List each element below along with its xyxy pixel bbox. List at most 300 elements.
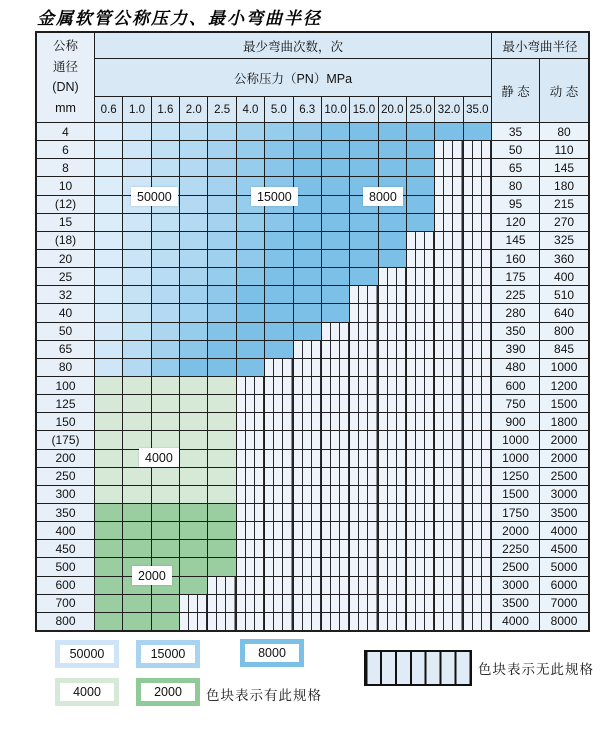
legend-swatch-value: 8000: [245, 644, 299, 662]
spec-cell: [237, 341, 264, 358]
static-value: 1750: [492, 504, 539, 521]
spec-cell: [350, 141, 377, 158]
spec-cell: [123, 395, 150, 412]
no-spec-cell: [265, 504, 292, 521]
no-spec-cell: [265, 359, 292, 376]
spec-cell: [152, 522, 179, 539]
no-spec-cell: [265, 395, 292, 412]
no-spec-cell: [350, 359, 377, 376]
dynamic-value: 360: [540, 250, 588, 267]
pressure-header: 公称压力（PN）MPa: [95, 59, 491, 96]
no-spec-cell: [265, 522, 292, 539]
no-spec-cell: [237, 413, 264, 430]
static-value: 390: [492, 341, 539, 358]
no-spec-cell: [407, 486, 434, 503]
no-spec-cell: [237, 540, 264, 557]
spec-cell: [152, 304, 179, 321]
no-spec-cell: [435, 431, 462, 448]
spec-cell: [123, 159, 150, 176]
spec-cell: [95, 123, 122, 140]
no-spec-cell: [464, 522, 491, 539]
spec-cell: [152, 504, 179, 521]
no-spec-cell: [294, 413, 321, 430]
spec-table: [35, 31, 590, 632]
no-spec-cell: [464, 595, 491, 612]
no-spec-cell: [435, 250, 462, 267]
spec-cell: [208, 159, 235, 176]
dn-cell: 450: [37, 540, 94, 557]
spec-cell: [95, 395, 122, 412]
dn-cell: 10: [37, 177, 94, 194]
spec-cell: [180, 214, 207, 231]
dn-corner-line: mm: [55, 101, 76, 116]
no-spec-cell: [294, 558, 321, 575]
no-spec-cell: [265, 413, 292, 430]
spec-cell: [95, 468, 122, 485]
spec-cell: [265, 286, 292, 303]
no-spec-cell: [294, 540, 321, 557]
pn-column-header: 2.5: [208, 97, 235, 122]
spec-cell: [180, 486, 207, 503]
dn-cell: 150: [37, 413, 94, 430]
legend-has-spec-text: 色块表示有此规格: [206, 688, 322, 703]
spec-cell: [208, 323, 235, 340]
spec-cell: [152, 214, 179, 231]
spec-cell: [237, 250, 264, 267]
spec-cell: [95, 450, 122, 467]
spec-cell: [123, 595, 150, 612]
spec-cell: [350, 232, 377, 249]
spec-cell: [95, 613, 122, 630]
dynamic-value: 80: [540, 123, 588, 140]
dynamic-value: 1000: [540, 359, 588, 376]
spec-cell: [435, 123, 462, 140]
spec-cell: [180, 268, 207, 285]
spec-cell: [322, 214, 349, 231]
spec-cell: [322, 159, 349, 176]
spec-cell: [180, 558, 207, 575]
spec-cell: [237, 141, 264, 158]
spec-cell: [123, 286, 150, 303]
no-spec-cell: [407, 413, 434, 430]
dn-cell: 200: [37, 450, 94, 467]
no-spec-cell: [435, 450, 462, 467]
spec-cell: [265, 141, 292, 158]
no-spec-cell: [407, 232, 434, 249]
spec-cell: [95, 431, 122, 448]
pn-column-header: 4.0: [237, 97, 264, 122]
no-spec-cell: [464, 341, 491, 358]
no-spec-cell: [379, 377, 406, 394]
no-spec-cell: [180, 613, 207, 630]
spec-cell: [95, 595, 122, 612]
cycle-zone-label: 15000: [251, 187, 298, 206]
spec-cell: [95, 141, 122, 158]
spec-cell: [95, 413, 122, 430]
spec-cell: [95, 304, 122, 321]
no-spec-cell: [265, 468, 292, 485]
spec-cell: [237, 268, 264, 285]
no-spec-cell: [350, 323, 377, 340]
dn-cell: 25: [37, 268, 94, 285]
no-spec-cell: [464, 613, 491, 630]
dynamic-value: 800: [540, 323, 588, 340]
no-spec-cell: [322, 413, 349, 430]
no-spec-cell: [379, 323, 406, 340]
spec-cell: [152, 413, 179, 430]
spec-cell: [123, 359, 150, 376]
spec-cell: [407, 159, 434, 176]
spec-cell: [123, 232, 150, 249]
spec-cell: [180, 540, 207, 557]
static-value: 1250: [492, 468, 539, 485]
legend-swatch-value: 2000: [141, 683, 195, 701]
static-value: 350: [492, 323, 539, 340]
spec-cell: [95, 377, 122, 394]
no-spec-cell: [294, 450, 321, 467]
dynamic-value: 3500: [540, 504, 588, 521]
no-spec-cell: [464, 214, 491, 231]
no-spec-cell: [407, 450, 434, 467]
no-spec-cell: [294, 377, 321, 394]
spec-cell: [322, 268, 349, 285]
dn-cell: 65: [37, 341, 94, 358]
spec-cell: [294, 268, 321, 285]
no-spec-cell: [379, 486, 406, 503]
no-spec-cell: [350, 504, 377, 521]
spec-cell: [180, 232, 207, 249]
no-spec-cell: [322, 522, 349, 539]
spec-cell: [265, 268, 292, 285]
spec-cell: [152, 377, 179, 394]
no-spec-cell: [435, 232, 462, 249]
dn-corner-line: 公称: [52, 38, 78, 53]
static-value: 900: [492, 413, 539, 430]
spec-cell: [123, 250, 150, 267]
dynamic-value: 8000: [540, 613, 588, 630]
spec-cell: [152, 613, 179, 630]
no-spec-cell: [208, 595, 235, 612]
spec-cell: [294, 159, 321, 176]
no-spec-cell: [350, 286, 377, 303]
no-spec-cell: [350, 540, 377, 557]
spec-cell: [123, 468, 150, 485]
spec-cell: [95, 323, 122, 340]
spec-cell: [123, 431, 150, 448]
spec-cell: [152, 486, 179, 503]
spec-cell: [350, 268, 377, 285]
no-spec-cell: [322, 595, 349, 612]
spec-cell: [265, 304, 292, 321]
dn-corner-line: 通径: [52, 59, 78, 74]
no-spec-cell: [435, 504, 462, 521]
no-spec-cell: [464, 304, 491, 321]
no-spec-cell: [464, 413, 491, 430]
legend-swatch-value: 4000: [60, 683, 114, 701]
spec-cell: [322, 196, 349, 213]
no-spec-cell: [407, 323, 434, 340]
spec-cell: [95, 341, 122, 358]
bend-cycles-header: 最少弯曲次数，次: [95, 33, 491, 58]
dn-cell: 20: [37, 250, 94, 267]
dn-cell: 40: [37, 304, 94, 321]
spec-cell: [180, 286, 207, 303]
dn-cell: 50: [37, 323, 94, 340]
spec-cell: [350, 123, 377, 140]
no-spec-cell: [407, 504, 434, 521]
no-spec-cell: [379, 341, 406, 358]
static-value: 600: [492, 377, 539, 394]
spec-cell: [123, 522, 150, 539]
no-spec-cell: [379, 558, 406, 575]
spec-cell: [180, 341, 207, 358]
no-spec-cell: [435, 613, 462, 630]
static-value: 1500: [492, 486, 539, 503]
dynamic-value: 510: [540, 286, 588, 303]
spec-cell: [322, 304, 349, 321]
dn-cell: 100: [37, 377, 94, 394]
no-spec-cell: [407, 558, 434, 575]
dn-cell: (12): [37, 196, 94, 213]
no-spec-cell: [464, 577, 491, 594]
spec-cell: [95, 159, 122, 176]
no-spec-cell: [407, 468, 434, 485]
no-spec-cell: [294, 468, 321, 485]
no-spec-cell: [265, 595, 292, 612]
no-spec-cell: [407, 250, 434, 267]
spec-cell: [322, 177, 349, 194]
no-spec-cell: [294, 595, 321, 612]
spec-cell: [180, 250, 207, 267]
spec-cell: [95, 177, 122, 194]
spec-cell: [152, 323, 179, 340]
no-spec-cell: [407, 377, 434, 394]
no-spec-cell: [464, 323, 491, 340]
dn-cell: 250: [37, 468, 94, 485]
no-spec-cell: [294, 431, 321, 448]
spec-cell: [208, 558, 235, 575]
spec-cell: [95, 250, 122, 267]
dn-cell: 6: [37, 141, 94, 158]
dynamic-value: 2500: [540, 468, 588, 485]
dynamic-value: 325: [540, 232, 588, 249]
spec-cell: [208, 177, 235, 194]
spec-cell: [322, 286, 349, 303]
spec-cell: [208, 286, 235, 303]
dn-cell: 300: [37, 486, 94, 503]
spec-cell: [95, 286, 122, 303]
no-spec-cell: [350, 377, 377, 394]
static-value: 65: [492, 159, 539, 176]
spec-cell: [95, 522, 122, 539]
no-spec-cell: [464, 196, 491, 213]
spec-cell: [208, 468, 235, 485]
no-spec-cell: [208, 613, 235, 630]
no-spec-cell: [379, 450, 406, 467]
no-spec-cell: [350, 613, 377, 630]
no-spec-cell: [350, 558, 377, 575]
no-spec-cell: [237, 395, 264, 412]
spec-cell: [180, 359, 207, 376]
dynamic-value: 4500: [540, 540, 588, 557]
no-spec-cell: [237, 468, 264, 485]
no-spec-cell: [379, 522, 406, 539]
no-spec-cell: [407, 431, 434, 448]
no-spec-cell: [435, 196, 462, 213]
spec-cell: [237, 214, 264, 231]
no-spec-cell: [435, 522, 462, 539]
spec-cell: [237, 123, 264, 140]
spec-cell: [294, 141, 321, 158]
no-spec-cell: [464, 450, 491, 467]
pn-column-header: 1.6: [152, 97, 179, 122]
no-spec-cell: [350, 413, 377, 430]
static-value: 160: [492, 250, 539, 267]
spec-cell: [208, 268, 235, 285]
no-spec-cell: [265, 450, 292, 467]
dn-cell: 800: [37, 613, 94, 630]
dynamic-value: 270: [540, 214, 588, 231]
spec-cell: [180, 504, 207, 521]
static-value: 750: [492, 395, 539, 412]
spec-cell: [180, 196, 207, 213]
dynamic-value: 2000: [540, 450, 588, 467]
no-spec-cell: [435, 577, 462, 594]
spec-cell: [294, 232, 321, 249]
dn-cell: (175): [37, 431, 94, 448]
spec-cell: [294, 214, 321, 231]
spec-cell: [407, 141, 434, 158]
spec-cell: [180, 123, 207, 140]
spec-cell: [265, 341, 292, 358]
no-spec-cell: [435, 595, 462, 612]
no-spec-cell: [407, 577, 434, 594]
legend-swatch-15000: [136, 640, 200, 668]
static-value: 145: [492, 232, 539, 249]
no-spec-cell: [265, 486, 292, 503]
dn-cell: 600: [37, 577, 94, 594]
pn-column-header: 35.0: [464, 97, 491, 122]
static-value: 2250: [492, 540, 539, 557]
dn-cell: 4: [37, 123, 94, 140]
pn-column-header: 5.0: [265, 97, 292, 122]
dn-corner-header: [37, 33, 94, 122]
dynamic-value: 2000: [540, 431, 588, 448]
spec-cell: [95, 486, 122, 503]
spec-cell: [152, 159, 179, 176]
dynamic-value: 180: [540, 177, 588, 194]
spec-cell: [95, 504, 122, 521]
spec-cell: [180, 377, 207, 394]
no-spec-cell: [294, 522, 321, 539]
spec-cell: [208, 141, 235, 158]
dn-cell: 400: [37, 522, 94, 539]
spec-cell: [180, 431, 207, 448]
no-spec-cell: [435, 359, 462, 376]
spec-cell: [265, 214, 292, 231]
no-spec-cell: [379, 468, 406, 485]
spec-cell: [123, 123, 150, 140]
no-spec-cell: [379, 304, 406, 321]
cycle-zone-label: 50000: [131, 187, 178, 206]
no-spec-cell: [322, 540, 349, 557]
no-spec-cell: [379, 359, 406, 376]
legend-no-spec-swatch: [364, 650, 472, 686]
no-spec-cell: [237, 377, 264, 394]
no-spec-cell: [322, 558, 349, 575]
no-spec-cell: [407, 522, 434, 539]
spec-cell: [208, 250, 235, 267]
pn-column-header: 32.0: [435, 97, 462, 122]
static-value: 225: [492, 286, 539, 303]
spec-cell: [152, 341, 179, 358]
dynamic-value: 845: [540, 341, 588, 358]
dn-cell: 80: [37, 359, 94, 376]
spec-cell: [123, 540, 150, 557]
no-spec-cell: [322, 577, 349, 594]
no-spec-cell: [294, 577, 321, 594]
no-spec-cell: [379, 395, 406, 412]
pn-column-header: 6.3: [294, 97, 321, 122]
no-spec-cell: [379, 431, 406, 448]
spec-cell: [265, 159, 292, 176]
spec-cell: [152, 268, 179, 285]
pn-column-header: 1.0: [123, 97, 150, 122]
no-spec-cell: [435, 177, 462, 194]
no-spec-cell: [435, 395, 462, 412]
spec-cell: [152, 232, 179, 249]
cycle-zone-label: 2000: [132, 566, 172, 585]
spec-cell: [407, 214, 434, 231]
spec-cell: [350, 250, 377, 267]
no-spec-cell: [322, 395, 349, 412]
no-spec-cell: [208, 577, 235, 594]
spec-cell: [350, 214, 377, 231]
spec-cell: [180, 413, 207, 430]
no-spec-cell: [435, 323, 462, 340]
spec-cell: [152, 395, 179, 412]
spec-cell: [208, 123, 235, 140]
dn-cell: 500: [37, 558, 94, 575]
no-spec-cell: [350, 468, 377, 485]
spec-cell: [152, 540, 179, 557]
no-spec-cell: [435, 540, 462, 557]
spec-cell: [208, 522, 235, 539]
static-value: 1000: [492, 431, 539, 448]
no-spec-cell: [322, 377, 349, 394]
dn-cell: 125: [37, 395, 94, 412]
spec-cell: [152, 431, 179, 448]
spec-cell: [208, 395, 235, 412]
no-spec-cell: [294, 395, 321, 412]
spec-cell: [379, 123, 406, 140]
no-spec-cell: [350, 486, 377, 503]
no-spec-cell: [407, 341, 434, 358]
no-spec-cell: [294, 613, 321, 630]
spec-cell: [407, 177, 434, 194]
no-spec-cell: [464, 177, 491, 194]
no-spec-cell: [435, 486, 462, 503]
no-spec-cell: [435, 268, 462, 285]
dn-cell: 8: [37, 159, 94, 176]
no-spec-cell: [464, 268, 491, 285]
spec-cell: [294, 250, 321, 267]
static-value: 480: [492, 359, 539, 376]
spec-cell: [237, 159, 264, 176]
no-spec-cell: [435, 468, 462, 485]
spec-cell: [95, 232, 122, 249]
no-spec-cell: [464, 141, 491, 158]
